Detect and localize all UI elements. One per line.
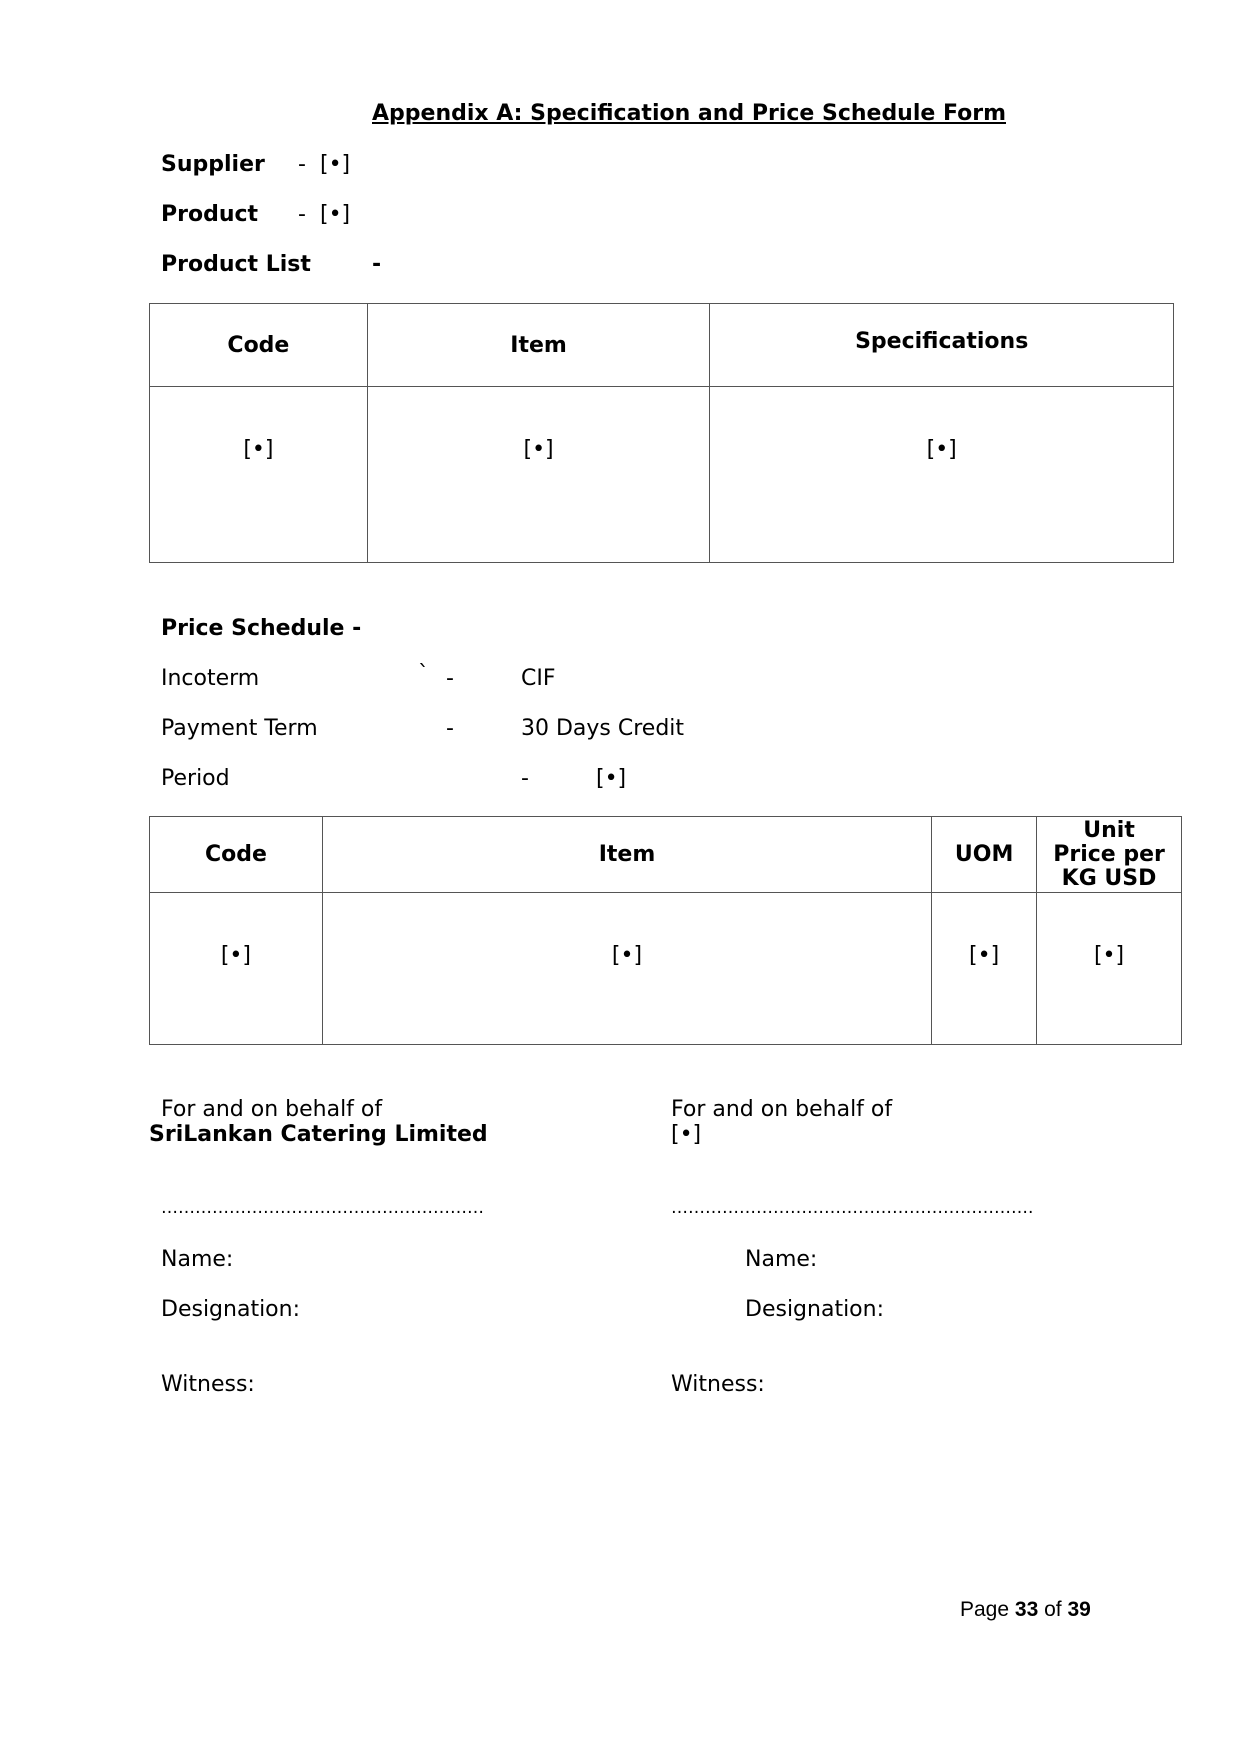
table-row — [150, 893, 1182, 1045]
supplier-label: Supplier — [161, 152, 265, 177]
price-schedule-label: Price Schedule - — [161, 616, 362, 641]
page-number — [960, 1598, 1091, 1622]
right-witness-label: Witness: — [671, 1372, 765, 1397]
of-word: of — [1044, 1598, 1062, 1621]
right-behalf-text: For and on behalf of — [671, 1097, 893, 1122]
header-code: Code — [150, 817, 323, 893]
left-behalf-text: For and on behalf of — [161, 1097, 383, 1122]
period-sep: - — [521, 766, 529, 791]
header-code: Code — [150, 304, 368, 387]
header-unit-price-line-1: Unit — [1083, 817, 1135, 843]
supplier-value: [•] — [320, 152, 351, 177]
cell-uom: [•] — [932, 893, 1037, 1045]
table-row — [150, 387, 1174, 563]
table-header-row — [150, 817, 1182, 893]
period-value: [•] — [596, 766, 627, 791]
current-page: 33 — [1014, 1598, 1039, 1621]
product-sep: - — [298, 202, 306, 227]
header-unit-price-line-2: Price per — [1053, 841, 1165, 867]
table-header-row — [150, 304, 1174, 387]
price-table — [149, 816, 1182, 1045]
cell-code: [•] — [150, 893, 323, 1045]
incoterm-sep: - — [446, 666, 454, 691]
product-value: [•] — [320, 202, 351, 227]
left-designation-label: Designation: — [161, 1297, 300, 1322]
right-company-placeholder: [•] — [671, 1122, 702, 1147]
cell-specifications: [•] — [710, 387, 1174, 563]
right-signature-line: ………………………………………………………. — [671, 1198, 1034, 1218]
incoterm-tick: ` — [418, 662, 429, 687]
payment-term-label: Payment Term — [161, 716, 318, 741]
cell-item: [•] — [322, 893, 931, 1045]
cell-code: [•] — [150, 387, 368, 563]
incoterm-label: Incoterm — [161, 666, 260, 691]
header-specifications: Specifications — [710, 304, 1174, 387]
payment-term-sep: - — [446, 716, 454, 741]
page-title: Appendix A: Specification and Price Schedule Form — [372, 101, 1006, 126]
cell-item: [•] — [367, 387, 710, 563]
product-list-sep: - — [372, 252, 382, 277]
header-item: Item — [367, 304, 710, 387]
period-label: Period — [161, 766, 230, 791]
left-name-label: Name: — [161, 1247, 234, 1272]
header-unit-price-line-3: KG USD — [1061, 865, 1157, 891]
specification-table — [149, 303, 1174, 563]
left-witness-label: Witness: — [161, 1372, 255, 1397]
product-label: Product — [161, 202, 259, 227]
right-name-label: Name: — [745, 1247, 818, 1272]
left-company-name: SriLankan Catering Limited — [149, 1122, 488, 1147]
page-word: Page — [960, 1598, 1010, 1621]
left-signature-line: ………………………………………………… — [161, 1198, 484, 1218]
header-uom: UOM — [932, 817, 1037, 893]
incoterm-value: CIF — [521, 666, 556, 691]
header-unit-price — [1037, 817, 1182, 893]
product-list-label: Product List — [161, 252, 311, 277]
cell-unit-price: [•] — [1037, 893, 1182, 1045]
supplier-sep: - — [298, 152, 306, 177]
header-item: Item — [322, 817, 931, 893]
right-designation-label: Designation: — [745, 1297, 884, 1322]
total-pages: 39 — [1067, 1598, 1091, 1621]
payment-term-value: 30 Days Credit — [521, 716, 685, 741]
